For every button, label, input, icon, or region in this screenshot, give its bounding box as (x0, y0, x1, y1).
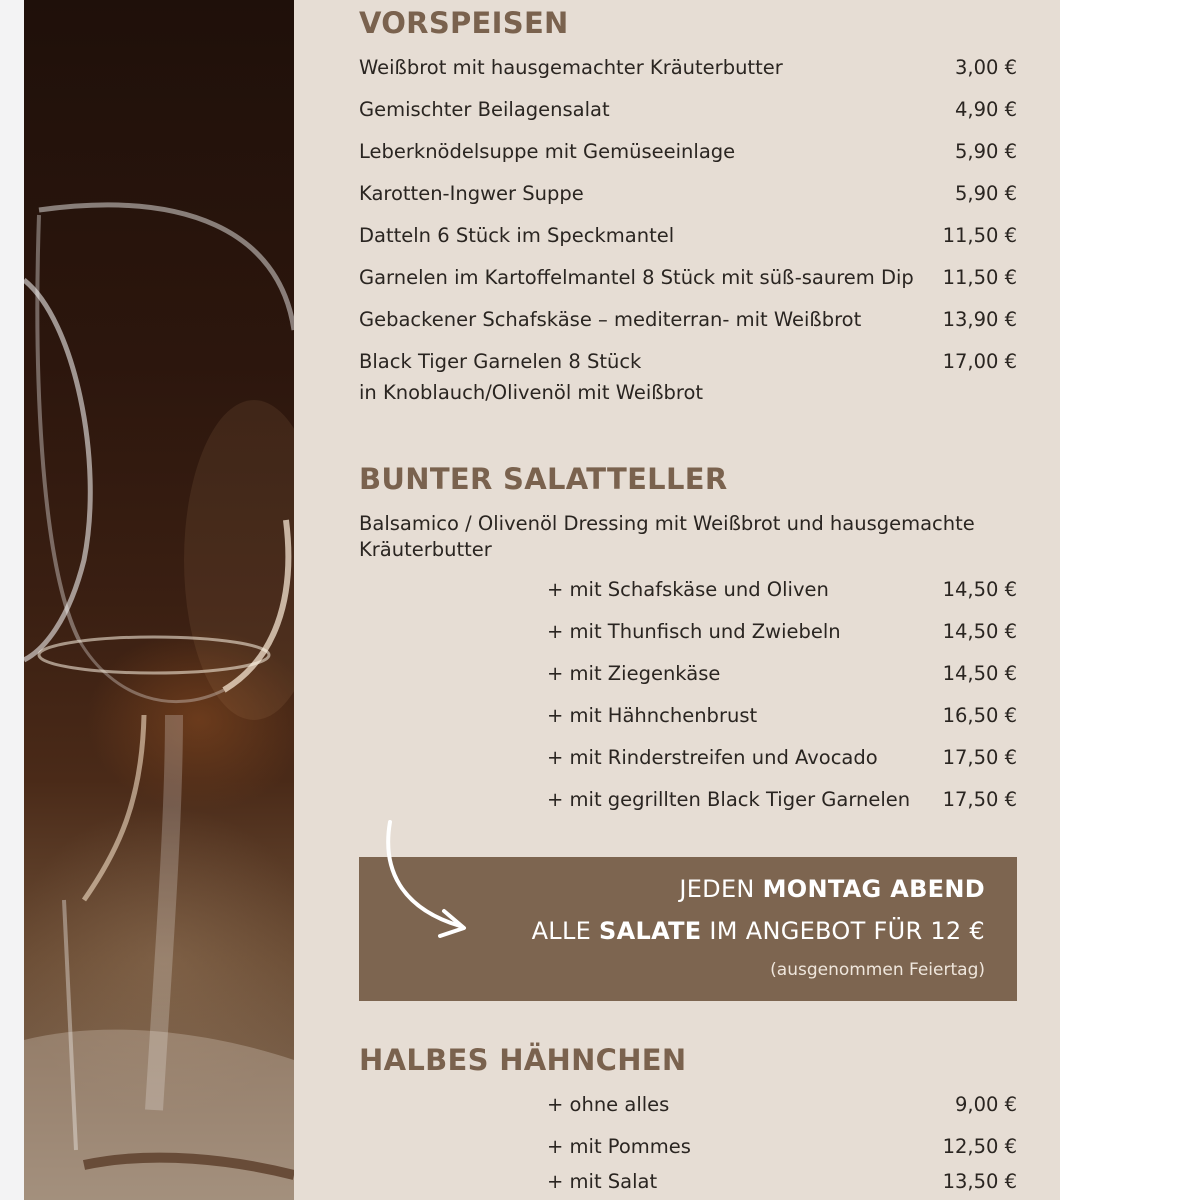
item-price: 13,50 € (942, 1170, 1017, 1193)
menu-item (359, 140, 1017, 170)
menu-item (359, 56, 1017, 86)
item-price: 16,50 € (942, 704, 1017, 727)
item-name: Black Tiger Garnelen 8 Stück (359, 350, 642, 373)
menu-item (359, 308, 1017, 338)
item-subline: in Knoblauch/Olivenöl mit Weißbrot (359, 381, 704, 404)
wine-glass-illustration (24, 0, 294, 1200)
item-price: 12,50 € (942, 1135, 1017, 1158)
item-price: 5,90 € (954, 140, 1017, 163)
section-title-vorspeisen: VORSPEISEN (359, 6, 569, 40)
item-price: 11,50 € (942, 224, 1017, 247)
item-name: Leberknödelsuppe mit Gemüseeinlage (359, 140, 736, 163)
section-title-salatteller: BUNTER SALATTELLER (359, 462, 728, 496)
item-name: Weißbrot mit hausgemachter Kräuterbutter (359, 56, 783, 79)
offer-line-1 (679, 875, 985, 903)
offer-text: IM ANGEBOT FÜR 12 € (701, 917, 985, 945)
item-name: + mit Pommes (547, 1135, 691, 1158)
menu-item (359, 704, 1017, 734)
menu-item (359, 746, 1017, 776)
item-name: + mit Ziegenkäse (547, 662, 721, 685)
item-name: Garnelen im Kartoffelmantel 8 Stück mit süß-saurem Dip (359, 266, 914, 289)
page-margin (1060, 0, 1200, 1200)
section-title-haehnchen: HALBES HÄHNCHEN (359, 1043, 687, 1077)
offer-text: ALLE (531, 917, 600, 945)
menu-item (359, 620, 1017, 650)
item-name: + mit Salat (547, 1170, 658, 1193)
item-name: Gebackener Schafskäse – mediterran- mit Weißbrot (359, 308, 862, 331)
item-price: 11,50 € (942, 266, 1017, 289)
section-description: Balsamico / Olivenöl Dressing mit Weißbrot und hausgemachte Kräuterbutter (359, 512, 975, 561)
offer-note: (ausgenommen Feiertag) (770, 960, 985, 980)
item-name: + ohne alles (547, 1093, 670, 1116)
wine-glass-photo (24, 0, 294, 1200)
offer-highlight: SALATE (599, 917, 702, 945)
menu-item (359, 578, 1017, 608)
menu-item (359, 350, 1017, 380)
item-price: 17,50 € (942, 746, 1017, 769)
item-price: 13,90 € (942, 308, 1017, 331)
item-name: + mit Rinderstreifen und Avocado (547, 746, 878, 769)
item-price: 9,00 € (954, 1093, 1017, 1116)
item-name: + mit Schafskäse und Oliven (547, 578, 829, 601)
menu-item (359, 266, 1017, 296)
item-price: 5,90 € (954, 182, 1017, 205)
item-price: 17,00 € (942, 350, 1017, 373)
item-price: 3,00 € (954, 56, 1017, 79)
item-name: Datteln 6 Stück im Speckmantel (359, 224, 675, 247)
item-name: + mit Thunfisch und Zwiebeln (547, 620, 841, 643)
curved-arrow-icon (380, 818, 480, 943)
item-name: + mit Hähnchenbrust (547, 704, 758, 727)
offer-text: JEDEN (679, 875, 763, 903)
item-price: 14,50 € (942, 578, 1017, 601)
menu-item (359, 1135, 1017, 1165)
item-name: Karotten-Ingwer Suppe (359, 182, 584, 205)
offer-line-2 (532, 917, 985, 945)
item-price: 14,50 € (942, 662, 1017, 685)
menu-item (359, 98, 1017, 128)
item-price: 4,90 € (954, 98, 1017, 121)
item-name: + mit gegrillten Black Tiger Garnelen (547, 788, 911, 811)
item-name: Gemischter Beilagensalat (359, 98, 610, 121)
menu-item (359, 1093, 1017, 1123)
menu-item (359, 182, 1017, 212)
item-price: 14,50 € (942, 620, 1017, 643)
menu-item (359, 1170, 1017, 1200)
item-price: 17,50 € (942, 788, 1017, 811)
offer-highlight: MONTAG ABEND (762, 875, 985, 903)
menu-item (359, 224, 1017, 254)
menu-item (359, 662, 1017, 692)
menu-item (359, 788, 1017, 818)
